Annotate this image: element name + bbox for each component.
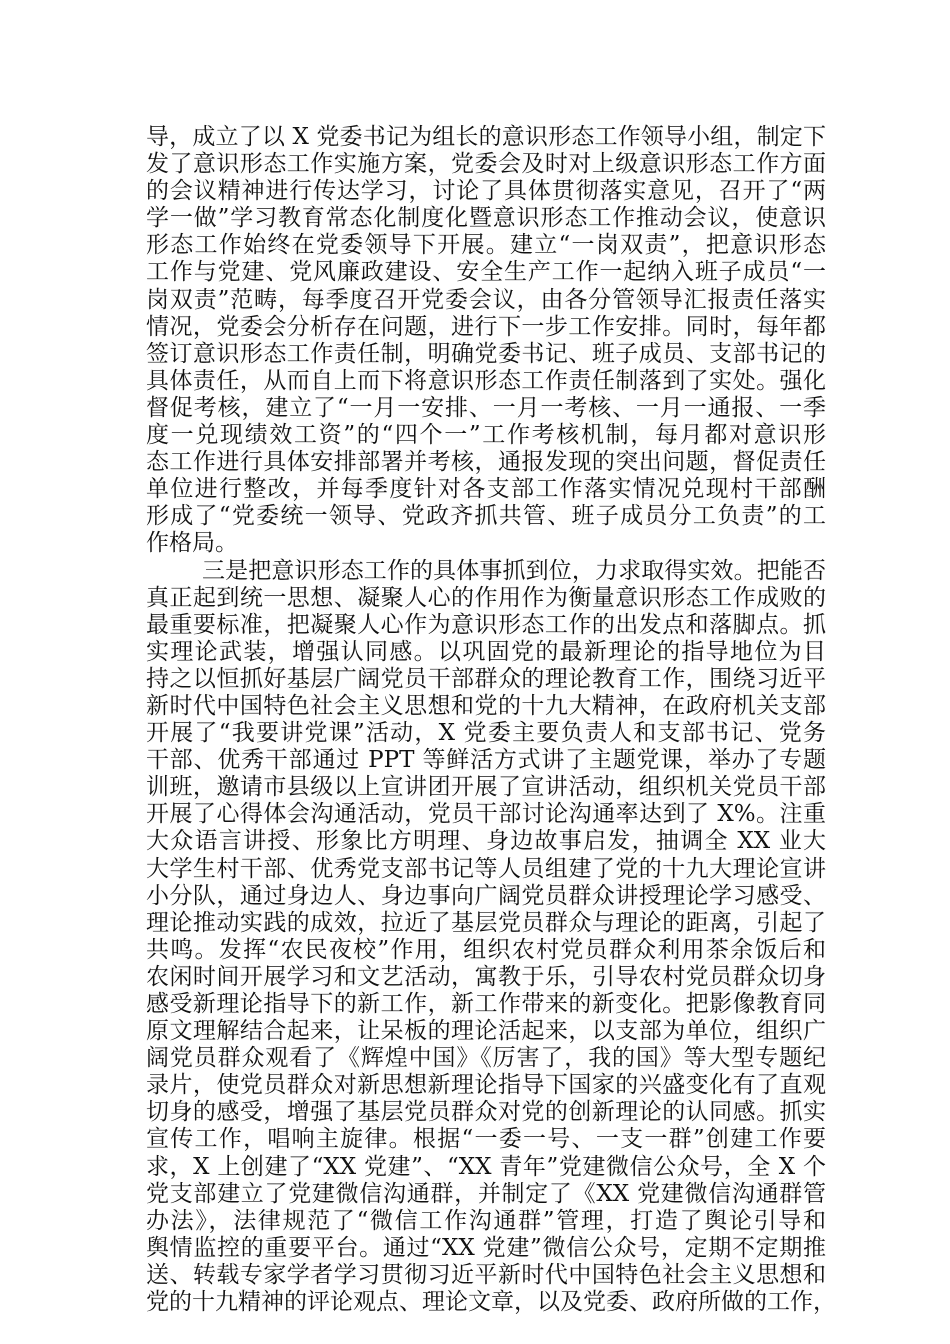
text-line: 督促考核，建立了“一月一安排、一月一考核、一月一通报、一季 bbox=[146, 394, 826, 421]
text-line: 签订意识形态工作责任制，明确党委书记、班子成员、支部书记的 bbox=[146, 340, 826, 367]
text-line: 录片，使党员群众对新思想新理论指导下国家的兴盛变化有了直观 bbox=[146, 1072, 826, 1099]
text-line: 最重要标准，把凝聚人心作为意识形态工作的出发点和落脚点。抓 bbox=[146, 611, 826, 638]
text-line: 学一做”学习教育常态化制度化暨意识形态工作推动会议，使意识 bbox=[146, 205, 826, 232]
text-line: 的会议精神进行传达学习，讨论了具体贯彻落实意见，召开了“两 bbox=[146, 178, 826, 205]
text-line: 真正起到统一思想、凝聚人心的作用作为衡量意识形态工作成败的 bbox=[146, 584, 826, 611]
text-line: 岗双责”范畴，每季度召开党委会议，由各分管领导汇报责任落实 bbox=[146, 286, 826, 313]
text-line: 共鸣。发挥“农民夜校”作用，组织农村党员群众利用茶余饭后和 bbox=[146, 936, 826, 963]
text-line: 发了意识形态工作实施方案，党委会及时对上级意识形态工作方面 bbox=[146, 151, 826, 178]
text-line: 三是把意识形态工作的具体事抓到位，力求取得实效。把能否 bbox=[202, 557, 826, 584]
text-line: 阔党员群众观看了《辉煌中国》《厉害了，我的国》等大型专题纪 bbox=[146, 1045, 826, 1072]
text-line: 感受新理论指导下的新工作，新工作带来的新变化。把影像教育同 bbox=[146, 991, 826, 1017]
text-line: 单位进行整改，并每季度针对各支部工作落实情况兑现村干部酬 bbox=[146, 476, 826, 503]
text-line: 农闲时间开展学习和文艺活动，寓教于乐，引导农村党员群众切身 bbox=[146, 963, 826, 990]
text-line: 情况，党委会分析存在问题，进行下一步工作安排。同时，每年都 bbox=[146, 313, 826, 340]
text-line: 舆情监控的重要平台。通过“XX 党建”微信公众号，定期不定期推 bbox=[146, 1234, 826, 1261]
text-line: 新时代中国特色社会主义思想和党的十九大精神，在政府机关支部 bbox=[146, 692, 826, 719]
text-line: 形成了“党委统一领导、党政齐抓共管、班子成员分工负责”的工 bbox=[146, 503, 826, 530]
text-line: 求，X 上创建了“XX 党建”、“XX 青年”党建微信公众号，全 X 个 bbox=[146, 1153, 826, 1180]
text-line: 度一兑现绩效工资”的“四个一”工作考核机制，每月都对意识形 bbox=[146, 422, 826, 449]
text-line: 开展了心得体会沟通活动，党员干部讨论沟通率达到了 X%。注重 bbox=[146, 801, 826, 828]
text-line: 切身的感受，增强了基层党员群众对党的创新理论的认同感。抓实 bbox=[146, 1099, 826, 1126]
text-line: 开展了“我要讲党课”活动，X 党委主要负责人和支部书记、党务 bbox=[146, 720, 826, 747]
text-line: 实理论武装，增强认同感。以巩固党的最新理论的指导地位为目 bbox=[146, 638, 826, 665]
text-line: 干部、优秀干部通过 PPT 等鲜活方式讲了主题党课，举办了专题 bbox=[146, 747, 826, 774]
text-line: 态工作进行具体安排部署并考核，通报发现的突出问题，督促责任 bbox=[146, 449, 826, 476]
text-line: 小分队，通过身边人、身边事向广阔党员群众讲授理论学习感受、 bbox=[146, 882, 826, 909]
text-line: 宣传工作，唱响主旋律。根据“一委一号、一支一群”创建工作要 bbox=[146, 1126, 826, 1153]
text-line: 具体责任，从而自上而下将意识形态工作责任制落到了实处。强化 bbox=[146, 367, 826, 394]
paragraph bbox=[146, 124, 826, 558]
text-line: 作格局。 bbox=[146, 530, 238, 557]
text-line: 持之以恒抓好基层广阔党员干部群众的理论教育工作，围绕习近平 bbox=[146, 665, 826, 692]
text-line: 办法》，法律规范了“微信工作沟通群”管理，打造了舆论引导和 bbox=[146, 1207, 826, 1234]
text-line: 工作与党建、党风廉政建设、安全生产工作一起纳入班子成员“一 bbox=[146, 259, 826, 286]
text-line: 理论推动实践的成效，拉近了基层党员群众与理论的距离，引起了 bbox=[146, 909, 826, 936]
text-line: 导，成立了以 X 党委书记为组长的意识形态工作领导小组，制定下 bbox=[146, 124, 826, 150]
text-line: 形态工作始终在党委领导下开展。建立“一岗双责”，把意识形态 bbox=[146, 232, 826, 259]
paragraph bbox=[146, 557, 836, 1317]
document-body bbox=[146, 124, 836, 1316]
text-line: 党的十九精神的评论观点、理论文章，以及党委、政府所做的工作， bbox=[146, 1289, 836, 1316]
text-line: 大众语言讲授、形象比方明理、身边故事启发，抽调全 XX 业大 bbox=[146, 828, 826, 855]
text-line: 党支部建立了党建微信沟通群，并制定了《XX 党建微信沟通群管 bbox=[146, 1180, 826, 1207]
text-line: 送、转载专家学者学习贯彻习近平新时代中国特色社会主义思想和 bbox=[146, 1261, 826, 1288]
text-line: 原文理解结合起来，让呆板的理论活起来，以支部为单位，组织广 bbox=[146, 1018, 826, 1045]
text-line: 大学生村干部、优秀党支部书记等人员组建了党的十九大理论宣讲 bbox=[146, 855, 826, 882]
text-line: 训班，邀请市县级以上宣讲团开展了宣讲活动，组织机关党员干部 bbox=[146, 774, 826, 801]
